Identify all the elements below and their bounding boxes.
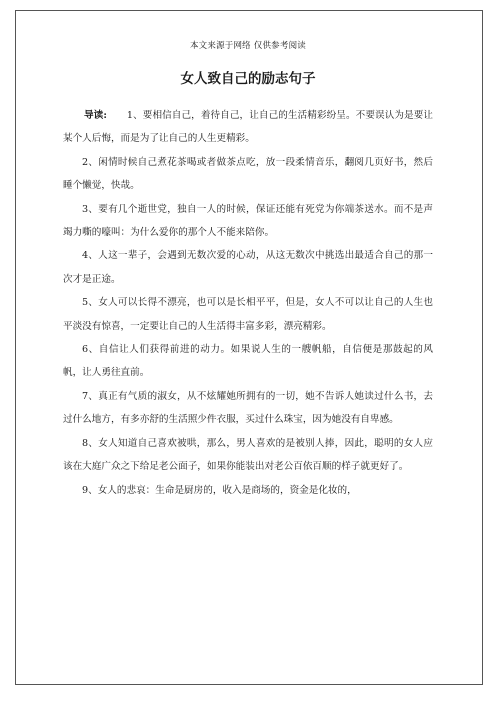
paragraph-6: 6、自信让人们获得前进的动力。如果说人生的一艘帆船，自信便是那鼓起的风帆，让人勇往直前。 bbox=[63, 344, 433, 379]
paragraph-1 bbox=[63, 104, 433, 151]
paragraph-text: 1、要相信自己，着待自己，让自己的生活精彩纷呈。不要误认为是要让某个人后悔，而是为了让自己的人生更精彩。 bbox=[63, 110, 433, 145]
article-body bbox=[63, 104, 433, 502]
paragraph-9: 9、女人的悲哀：生命是厨房的，收入是商场的，资金是化妆的， bbox=[82, 484, 357, 496]
paragraph-4: 4、人这一辈子，会遇到无数次爱的心动，从这无数次中挑选出最适合自己的那一次才是正途。 bbox=[63, 250, 433, 285]
page-title: 女人致自己的励志句子 bbox=[180, 71, 316, 87]
paragraph-5: 5、女人可以长得不漂亮，也可以是长相平平，但是，女人不可以让自己的人生也平淡没有惊喜，一定要让自己的人生活得丰富多彩，漂亮精彩。 bbox=[63, 297, 433, 332]
paragraph-7: 7、真正有气质的淑女，从不炫耀她所拥有的一切，她不告诉人她读过什么书，去过什么地方，有多亦舒的生活照少件衣服，买过什么珠宝，因为她没有自卑感。 bbox=[63, 390, 433, 426]
paragraph-3: 3、要有几个逝世党，独自一人的时候，保证还能有死党为你端茶送水。而不是声竭力嘶的嚎叫：为什么爱你的那个人不能来陪你。 bbox=[63, 203, 433, 239]
intro-label: 导读: bbox=[84, 110, 107, 121]
paragraph-2: 2、闲情时候自己煮花茶喝或者做茶点吃，放一段柔情音乐，翻阅几页好书，然后睡个懒觉，快哉。 bbox=[63, 156, 433, 192]
paragraph-8: 8、女人知道自己喜欢被哄，那么，男人喜欢的是被别人捧，因此，聪明的女人应该在大庭广众之下给足老公面子，如果你能装出对老公百依百顺的样子就更好了。 bbox=[63, 437, 433, 473]
source-note: 本文来源于网络 仅供参考阅读 bbox=[189, 41, 306, 51]
